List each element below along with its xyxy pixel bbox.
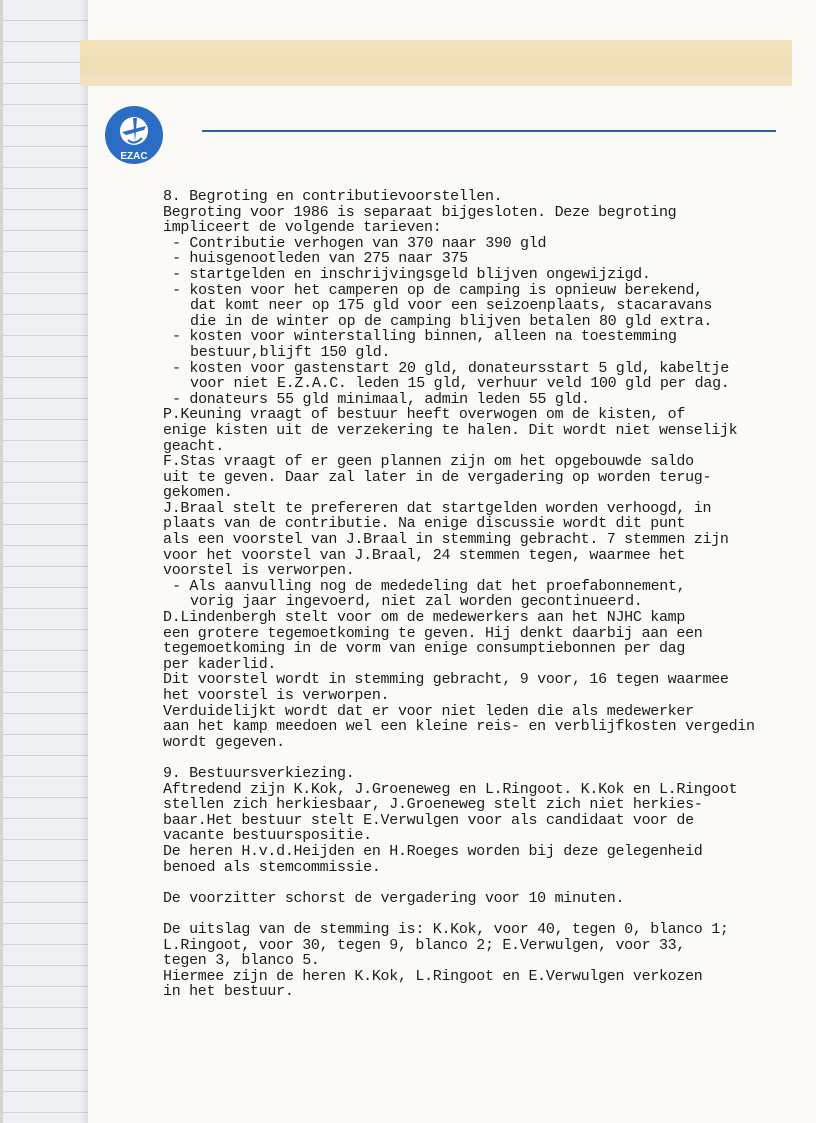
blank-line	[163, 875, 816, 891]
text-line: De voorzitter schorst de vergadering voor 10 minuten.	[163, 889, 625, 907]
text-line: Begroting voor 1986 is separaat bijgesloten. Deze begroting	[163, 203, 677, 221]
text-line: tegemoetkoming in de vorm van enige consumptiebonnen per dag	[163, 640, 686, 658]
text-line: De heren H.v.d.Heijden en H.Roeges worden bij deze gelegenheid	[163, 842, 703, 860]
adhesive-tape-strip	[80, 40, 792, 86]
text-line: het voorstel is verworpen.	[163, 687, 390, 704]
text-line: 8. Begroting en contributievoorstellen.	[163, 189, 503, 205]
text-line: 9. Bestuursverkiezing.	[163, 764, 355, 782]
text-line: impliceert de volgende tarieven:	[163, 219, 442, 237]
text-line: Aftredend zijn K.Kok, J.Groeneweg en L.Ringoot. K.Kok en L.Ringoot	[163, 780, 738, 798]
text-line: uit te geven. Daar zal later in de vergadering op worden terug-	[163, 468, 712, 486]
text-line: voor het voorstel van J.Braal, 24 stemmen tegen, waarmee het	[163, 546, 686, 564]
text-line: - donateurs 55 gld minimaal, admin leden 55 gld.	[172, 390, 590, 408]
text-line: per kaderlid.	[163, 655, 277, 673]
text-line: een grotere tegemoetkoming te geven. Hij denkt daarbij aan een	[163, 624, 703, 642]
text-line: - kosten voor gastenstart 20 gld, donateursstart 5 gld, kabeltje	[172, 359, 729, 377]
text-line: Verduidelijkt wordt dat er voor niet leden die als medewerker	[163, 702, 694, 720]
text-line: geacht.	[163, 437, 224, 455]
text-line: Hiermee zijn de heren K.Kok, L.Ringoot en E.Verwulgen verkozen	[163, 967, 703, 985]
text-line: plaats van de contributie. Na enige discussie wordt dit punt	[163, 515, 686, 533]
text-line: - Contributie verhogen van 370 naar 390 gld	[172, 234, 547, 252]
text-line: D.Lindenbergh stelt voor om de medewerkers aan het NJHC kamp	[163, 609, 686, 627]
text-line: voorstel is verworpen.	[163, 562, 355, 580]
text-line: vorig jaar ingevoerd, niet zal worden gecontinueerd.	[190, 593, 643, 611]
document-body	[163, 189, 816, 1000]
text-line: - Als aanvulling nog de mededeling dat het proefabonnement,	[172, 577, 686, 595]
text-line: dat komt neer op 175 gld voor een seizoenplaats, stacaravans	[190, 297, 713, 315]
text-line: benoed als stemcommissie.	[163, 858, 381, 876]
text-line: J.Braal stelt te prefereren dat startgelden worden verhoogd, in	[163, 499, 712, 517]
text-line: voor niet E.Z.A.C. leden 15 gld, verhuur veld 100 gld per dag.	[190, 375, 730, 393]
logo-text: EZAC	[120, 151, 148, 162]
text-line: L.Ringoot, voor 30, tegen 9, blanco 2; E.Verwulgen, voor 33,	[163, 936, 686, 954]
text-line: baar.Het bestuur stelt E.Verwulgen voor als candidaat voor de	[163, 811, 694, 829]
text-line: stellen zich herkiesbaar, J.Groeneweg stelt zich niet herkies-	[163, 796, 703, 814]
ezac-logo-icon	[104, 104, 164, 166]
text-line: - startgelden en inschrijvingsgeld blijven ongewijzigd.	[172, 265, 651, 283]
ezac-logo	[104, 104, 164, 166]
text-line: Dit voorstel wordt in stemming gebracht, 9 voor, 16 tegen waarmee	[163, 671, 729, 689]
text-line: - huisgenootleden van 275 naar 375	[172, 250, 468, 268]
text-line: De uitslag van de stemming is: K.Kok, voor 40, tegen 0, blanco 1;	[163, 920, 729, 938]
blank-line	[163, 906, 816, 922]
text-line: - kosten voor het camperen op de camping is opnieuw berekend,	[172, 281, 703, 299]
text-line: aan het kamp meedoen wel een kleine reis- en verblijfkosten vergedin	[163, 718, 755, 736]
text-line: in het bestuur.	[163, 983, 294, 1000]
text-line: tegen 3, blanco 5.	[163, 952, 320, 970]
text-line: enige kisten uit de verzekering te halen. Dit wordt niet wenselijk	[163, 421, 738, 439]
text-line: P.Keuning vraagt of bestuur heeft overwogen om de kisten, of	[163, 406, 686, 424]
text-line: die in de winter op de camping blijven betalen 80 gld extra.	[190, 312, 713, 330]
text-line: vacante bestuurspositie.	[163, 827, 372, 845]
text-line: gekomen.	[163, 484, 233, 502]
text-line: bestuur,blijft 150 gld.	[190, 343, 391, 361]
text-line: - kosten voor winterstalling binnen, alleen na toestemming	[172, 328, 677, 346]
text-line: wordt gegeven.	[163, 733, 285, 751]
notebook-page-left	[0, 0, 90, 1123]
text-line: als een voorstel van J.Braal in stemming gebracht. 7 stemmen zijn	[163, 531, 729, 549]
text-line: F.Stas vraagt of er geen plannen zijn om het opgebouwde saldo	[163, 453, 694, 471]
blank-line	[163, 750, 816, 766]
header-rule	[202, 130, 776, 132]
